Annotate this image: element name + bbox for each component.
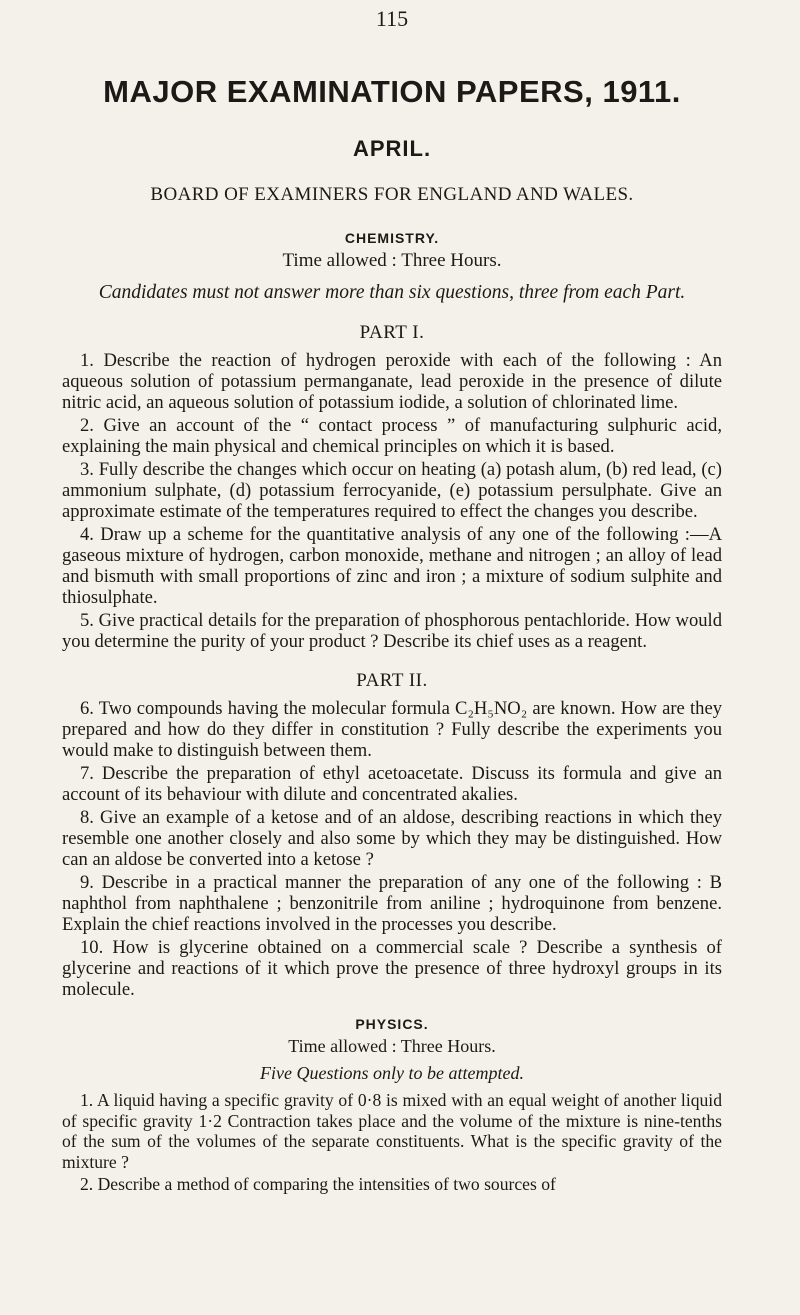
physics-question-1: 1. A liquid having a specific gravity of 0·8 is mixed with an equal weight of another liquid of specific gravity 1·2 Contraction takes place and the volume of the mixture is nine-tenths of the sum of the volumes of the separate constituents. What is the specific gravity of the mixture ?: [62, 1090, 722, 1172]
part-1-questions: [62, 350, 722, 652]
board-heading: BOARD OF EXAMINERS FOR ENGLAND AND WALES.: [150, 184, 634, 205]
month-heading: APRIL.: [352, 136, 432, 161]
page-heading: MAJOR EXAMINATION PAPERS, 1911.: [103, 74, 681, 109]
physics-section: [62, 1016, 722, 1195]
physics-question-2: 2. Describe a method of comparing the intensities of two sources of: [80, 1174, 556, 1194]
physics-subject: PHYSICS.: [355, 1016, 429, 1032]
question-4: 4. Draw up a scheme for the quantitative analysis of any one of the following :—A gaseous mixture of hydrogen, carbon monoxide, methane and nitrogen ; an alloy of lead and bismuth with small proportions of zinc and iron ; a mixture of sodium sulphite and thiosulphate.: [62, 524, 722, 608]
question-7: 7. Describe the preparation of ethyl acetoacetate. Discuss its formula and give an account of its behaviour with dilute and concentrated akalies.: [62, 763, 722, 805]
question-9: 9. Describe in a practical manner the preparation of any one of the following : B naphthol from naphthalene ; benzonitrile from aniline ; hydroquinone from benzene. Explain the chief reactions involved in the processes you describe.: [62, 872, 722, 935]
question-2: 2. Give an account of the “ contact process ” of manufacturing sulphuric acid, explaining the main physical and chemical principles on which it is based.: [62, 415, 722, 457]
question-8: 8. Give an example of a ketose and of an aldose, describing reactions in which they resemble one another closely and also some by which they may be distinguished. How can an aldose be converted into a ketose ?: [62, 807, 722, 870]
chemistry-subject: CHEMISTRY.: [344, 230, 440, 246]
physics-questions: [62, 1090, 722, 1195]
question-6: 6. Two compounds having the molecular formula C₂H₅NO₂ are known. How are they prepared and how do they differ in constitution ? Fully describe the experiments you would make to distinguish between them.: [62, 698, 722, 761]
chemistry-section: [62, 230, 722, 1000]
page-number: 115: [375, 6, 409, 31]
chemistry-instruction: Candidates must not answer more than six questions, three from each Part.: [98, 282, 686, 303]
part-2-title: PART II.: [356, 670, 428, 691]
part-2-questions: [62, 698, 722, 1000]
physics-time: Time allowed : Three Hours.: [288, 1036, 496, 1056]
question-5: 5. Give practical details for the preparation of phosphorous pentachloride. How would you determine the purity of your product ? Describe its chief uses as a reagent.: [62, 610, 722, 652]
physics-instruction: Five Questions only to be attempted.: [260, 1063, 524, 1083]
question-10: 10. How is glycerine obtained on a commercial scale ? Describe a synthesis of glycerine and reactions of it which prove the presence of three hydroxyl groups in its molecule.: [62, 937, 722, 1000]
question-1: 1. Describe the reaction of hydrogen peroxide with each of the following : An aqueous solution of potassium permanganate, lead peroxide in the presence of dilute nitric acid, an aqueous solution of potassium iodide, a solution of chlorinated lime.: [62, 350, 722, 413]
question-3: 3. Fully describe the changes which occur on heating (a) potash alum, (b) red lead, (c) ammonium sulphate, (d) potassium ferrocyanide, (e) potassium persulphate. Give an approximate estimate of the temperatures required to effect the changes you describe.: [62, 459, 722, 522]
chemistry-time: Time allowed : Three Hours.: [282, 250, 502, 271]
part-1-title: PART I.: [359, 322, 425, 343]
